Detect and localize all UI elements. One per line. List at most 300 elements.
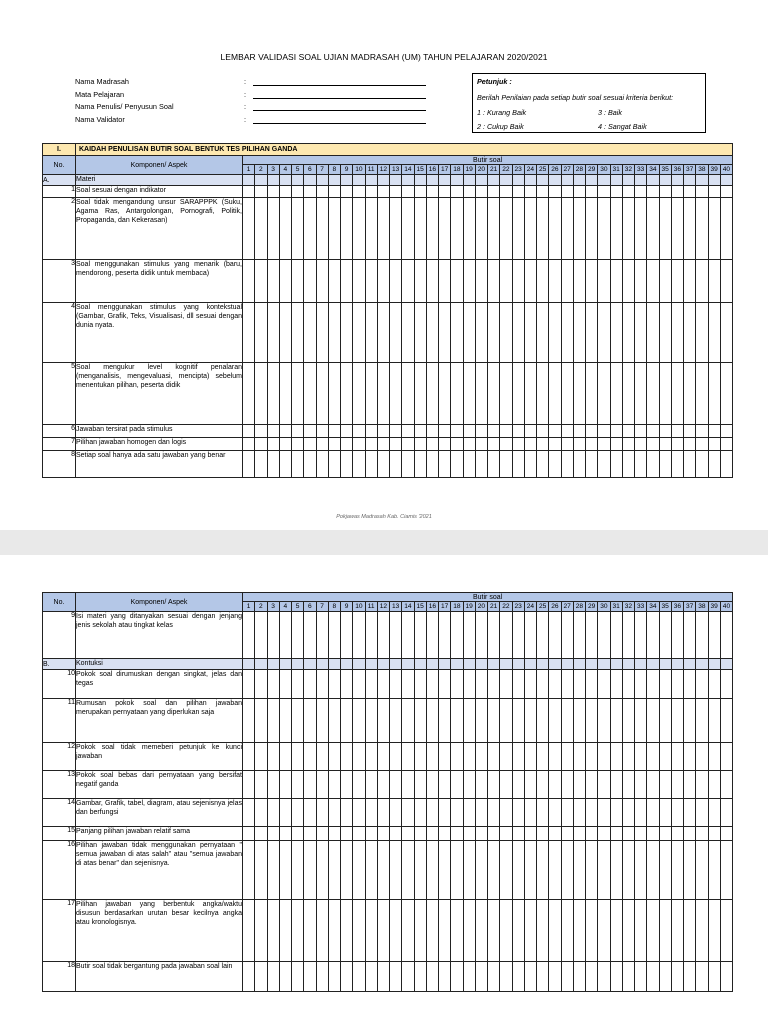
score-cell[interactable] — [573, 771, 585, 799]
score-cell[interactable] — [610, 799, 622, 827]
score-cell[interactable] — [512, 799, 524, 827]
score-cell[interactable] — [328, 425, 340, 438]
score-cell[interactable] — [488, 699, 500, 743]
score-cell[interactable] — [426, 743, 438, 771]
score-cell[interactable] — [647, 425, 659, 438]
score-cell[interactable] — [500, 451, 512, 478]
score-cell[interactable] — [647, 260, 659, 303]
score-cell[interactable] — [500, 900, 512, 962]
score-cell[interactable] — [414, 451, 426, 478]
score-cell[interactable] — [573, 438, 585, 451]
score-cell[interactable] — [708, 743, 720, 771]
score-cell[interactable] — [598, 670, 610, 699]
score-cell[interactable] — [475, 670, 487, 699]
score-cell[interactable] — [439, 451, 451, 478]
score-cell[interactable] — [255, 186, 267, 198]
score-cell[interactable] — [720, 771, 732, 799]
score-cell[interactable] — [243, 425, 255, 438]
score-cell[interactable] — [586, 670, 598, 699]
score-cell[interactable] — [488, 827, 500, 841]
score-cell[interactable] — [243, 260, 255, 303]
score-cell[interactable] — [328, 363, 340, 425]
score-cell[interactable] — [475, 841, 487, 900]
score-cell[interactable] — [451, 451, 463, 478]
score-cell[interactable] — [414, 771, 426, 799]
score-cell[interactable] — [696, 799, 708, 827]
score-cell[interactable] — [463, 900, 475, 962]
score-cell[interactable] — [292, 699, 304, 743]
score-cell[interactable] — [377, 186, 389, 198]
score-cell[interactable] — [537, 841, 549, 900]
score-cell[interactable] — [353, 841, 365, 900]
score-cell[interactable] — [659, 670, 671, 699]
score-cell[interactable] — [488, 438, 500, 451]
score-cell[interactable] — [316, 743, 328, 771]
score-cell[interactable] — [316, 438, 328, 451]
score-cell[interactable] — [451, 827, 463, 841]
score-cell[interactable] — [463, 699, 475, 743]
score-cell[interactable] — [451, 962, 463, 992]
score-cell[interactable] — [524, 771, 536, 799]
score-cell[interactable] — [647, 743, 659, 771]
score-cell[interactable] — [524, 198, 536, 260]
score-cell[interactable] — [586, 186, 598, 198]
score-cell[interactable] — [463, 841, 475, 900]
score-cell[interactable] — [426, 612, 438, 659]
score-cell[interactable] — [573, 799, 585, 827]
score-cell[interactable] — [610, 438, 622, 451]
score-cell[interactable] — [267, 186, 279, 198]
score-cell[interactable] — [598, 303, 610, 363]
score-cell[interactable] — [573, 186, 585, 198]
score-cell[interactable] — [659, 699, 671, 743]
score-cell[interactable] — [537, 198, 549, 260]
score-cell[interactable] — [500, 827, 512, 841]
score-cell[interactable] — [696, 841, 708, 900]
score-cell[interactable] — [586, 303, 598, 363]
score-cell[interactable] — [684, 425, 696, 438]
score-cell[interactable] — [659, 827, 671, 841]
score-cell[interactable] — [304, 699, 316, 743]
score-cell[interactable] — [610, 186, 622, 198]
score-cell[interactable] — [635, 962, 647, 992]
score-cell[interactable] — [720, 363, 732, 425]
score-cell[interactable] — [292, 186, 304, 198]
score-cell[interactable] — [341, 799, 353, 827]
score-cell[interactable] — [402, 743, 414, 771]
score-cell[interactable] — [708, 771, 720, 799]
score-cell[interactable] — [488, 771, 500, 799]
score-cell[interactable] — [365, 900, 377, 962]
score-cell[interactable] — [488, 260, 500, 303]
score-cell[interactable] — [426, 438, 438, 451]
score-cell[interactable] — [341, 900, 353, 962]
score-cell[interactable] — [537, 699, 549, 743]
score-cell[interactable] — [475, 962, 487, 992]
score-cell[interactable] — [304, 425, 316, 438]
score-cell[interactable] — [647, 438, 659, 451]
score-cell[interactable] — [341, 186, 353, 198]
score-cell[interactable] — [537, 900, 549, 962]
score-cell[interactable] — [561, 670, 573, 699]
score-cell[interactable] — [292, 799, 304, 827]
score-cell[interactable] — [463, 827, 475, 841]
score-cell[interactable] — [439, 363, 451, 425]
score-cell[interactable] — [390, 799, 402, 827]
score-cell[interactable] — [390, 303, 402, 363]
score-cell[interactable] — [684, 451, 696, 478]
score-cell[interactable] — [402, 438, 414, 451]
score-cell[interactable] — [671, 771, 683, 799]
score-cell[interactable] — [622, 799, 634, 827]
score-cell[interactable] — [341, 670, 353, 699]
score-cell[interactable] — [671, 186, 683, 198]
score-cell[interactable] — [402, 363, 414, 425]
score-cell[interactable] — [414, 438, 426, 451]
score-cell[interactable] — [622, 841, 634, 900]
score-cell[interactable] — [402, 799, 414, 827]
score-cell[interactable] — [549, 186, 561, 198]
score-cell[interactable] — [586, 841, 598, 900]
score-cell[interactable] — [390, 438, 402, 451]
score-cell[interactable] — [402, 186, 414, 198]
score-cell[interactable] — [426, 198, 438, 260]
score-cell[interactable] — [426, 363, 438, 425]
score-cell[interactable] — [414, 799, 426, 827]
score-cell[interactable] — [524, 186, 536, 198]
score-cell[interactable] — [512, 670, 524, 699]
score-cell[interactable] — [365, 670, 377, 699]
score-cell[interactable] — [390, 425, 402, 438]
score-cell[interactable] — [414, 186, 426, 198]
score-cell[interactable] — [720, 186, 732, 198]
score-cell[interactable] — [659, 900, 671, 962]
score-cell[interactable] — [488, 612, 500, 659]
score-cell[interactable] — [353, 743, 365, 771]
score-cell[interactable] — [488, 451, 500, 478]
score-cell[interactable] — [292, 425, 304, 438]
score-cell[interactable] — [341, 260, 353, 303]
score-cell[interactable] — [561, 900, 573, 962]
score-cell[interactable] — [684, 962, 696, 992]
score-cell[interactable] — [377, 962, 389, 992]
score-cell[interactable] — [279, 743, 291, 771]
score-cell[interactable] — [365, 260, 377, 303]
score-cell[interactable] — [451, 260, 463, 303]
score-cell[interactable] — [500, 198, 512, 260]
score-cell[interactable] — [524, 260, 536, 303]
score-cell[interactable] — [390, 771, 402, 799]
score-cell[interactable] — [684, 699, 696, 743]
score-cell[interactable] — [708, 900, 720, 962]
score-cell[interactable] — [255, 799, 267, 827]
score-cell[interactable] — [353, 670, 365, 699]
score-cell[interactable] — [292, 670, 304, 699]
score-cell[interactable] — [647, 699, 659, 743]
score-cell[interactable] — [463, 670, 475, 699]
score-cell[interactable] — [463, 438, 475, 451]
score-cell[interactable] — [720, 612, 732, 659]
score-cell[interactable] — [561, 438, 573, 451]
score-cell[interactable] — [304, 841, 316, 900]
score-cell[interactable] — [255, 900, 267, 962]
score-cell[interactable] — [390, 260, 402, 303]
score-cell[interactable] — [610, 425, 622, 438]
score-cell[interactable] — [316, 198, 328, 260]
score-cell[interactable] — [292, 841, 304, 900]
score-cell[interactable] — [365, 699, 377, 743]
score-cell[interactable] — [671, 743, 683, 771]
score-cell[interactable] — [341, 699, 353, 743]
score-cell[interactable] — [377, 827, 389, 841]
score-cell[interactable] — [500, 962, 512, 992]
score-cell[interactable] — [573, 198, 585, 260]
score-cell[interactable] — [316, 425, 328, 438]
score-cell[interactable] — [586, 198, 598, 260]
score-cell[interactable] — [586, 612, 598, 659]
score-cell[interactable] — [414, 363, 426, 425]
score-cell[interactable] — [622, 900, 634, 962]
validator-input-line[interactable] — [253, 123, 426, 124]
score-cell[interactable] — [512, 900, 524, 962]
score-cell[interactable] — [255, 771, 267, 799]
score-cell[interactable] — [475, 900, 487, 962]
score-cell[interactable] — [573, 612, 585, 659]
score-cell[interactable] — [512, 962, 524, 992]
score-cell[interactable] — [267, 699, 279, 743]
score-cell[interactable] — [671, 827, 683, 841]
score-cell[interactable] — [341, 743, 353, 771]
score-cell[interactable] — [390, 841, 402, 900]
score-cell[interactable] — [696, 900, 708, 962]
score-cell[interactable] — [512, 699, 524, 743]
score-cell[interactable] — [610, 363, 622, 425]
score-cell[interactable] — [353, 827, 365, 841]
score-cell[interactable] — [512, 363, 524, 425]
score-cell[interactable] — [267, 743, 279, 771]
score-cell[interactable] — [255, 670, 267, 699]
score-cell[interactable] — [659, 841, 671, 900]
score-cell[interactable] — [292, 962, 304, 992]
score-cell[interactable] — [659, 438, 671, 451]
score-cell[interactable] — [292, 771, 304, 799]
score-cell[interactable] — [292, 827, 304, 841]
score-cell[interactable] — [267, 303, 279, 363]
score-cell[interactable] — [647, 186, 659, 198]
score-cell[interactable] — [292, 303, 304, 363]
score-cell[interactable] — [451, 699, 463, 743]
score-cell[interactable] — [377, 425, 389, 438]
score-cell[interactable] — [561, 425, 573, 438]
score-cell[interactable] — [598, 699, 610, 743]
score-cell[interactable] — [708, 841, 720, 900]
score-cell[interactable] — [341, 827, 353, 841]
score-cell[interactable] — [402, 900, 414, 962]
score-cell[interactable] — [500, 799, 512, 827]
score-cell[interactable] — [708, 612, 720, 659]
score-cell[interactable] — [402, 303, 414, 363]
score-cell[interactable] — [635, 612, 647, 659]
score-cell[interactable] — [647, 827, 659, 841]
score-cell[interactable] — [390, 827, 402, 841]
score-cell[interactable] — [304, 303, 316, 363]
score-cell[interactable] — [537, 363, 549, 425]
score-cell[interactable] — [426, 799, 438, 827]
score-cell[interactable] — [696, 699, 708, 743]
score-cell[interactable] — [316, 363, 328, 425]
score-cell[interactable] — [377, 743, 389, 771]
score-cell[interactable] — [622, 451, 634, 478]
score-cell[interactable] — [524, 743, 536, 771]
score-cell[interactable] — [671, 198, 683, 260]
score-cell[interactable] — [684, 670, 696, 699]
score-cell[interactable] — [598, 612, 610, 659]
score-cell[interactable] — [255, 699, 267, 743]
score-cell[interactable] — [243, 827, 255, 841]
score-cell[interactable] — [586, 699, 598, 743]
score-cell[interactable] — [720, 451, 732, 478]
score-cell[interactable] — [365, 451, 377, 478]
score-cell[interactable] — [439, 303, 451, 363]
score-cell[interactable] — [720, 260, 732, 303]
score-cell[interactable] — [610, 699, 622, 743]
score-cell[interactable] — [451, 771, 463, 799]
score-cell[interactable] — [255, 198, 267, 260]
score-cell[interactable] — [549, 612, 561, 659]
madrasah-input-line[interactable] — [253, 85, 426, 86]
score-cell[interactable] — [304, 612, 316, 659]
score-cell[interactable] — [622, 699, 634, 743]
score-cell[interactable] — [696, 771, 708, 799]
score-cell[interactable] — [316, 612, 328, 659]
score-cell[interactable] — [537, 612, 549, 659]
score-cell[interactable] — [304, 260, 316, 303]
score-cell[interactable] — [671, 900, 683, 962]
score-cell[interactable] — [647, 900, 659, 962]
score-cell[interactable] — [451, 670, 463, 699]
score-cell[interactable] — [647, 962, 659, 992]
score-cell[interactable] — [341, 425, 353, 438]
score-cell[interactable] — [341, 451, 353, 478]
score-cell[interactable] — [267, 962, 279, 992]
score-cell[interactable] — [451, 425, 463, 438]
score-cell[interactable] — [439, 827, 451, 841]
score-cell[interactable] — [426, 186, 438, 198]
score-cell[interactable] — [451, 363, 463, 425]
score-cell[interactable] — [720, 743, 732, 771]
score-cell[interactable] — [341, 303, 353, 363]
score-cell[interactable] — [598, 743, 610, 771]
score-cell[interactable] — [353, 303, 365, 363]
score-cell[interactable] — [696, 198, 708, 260]
score-cell[interactable] — [671, 962, 683, 992]
score-cell[interactable] — [512, 438, 524, 451]
score-cell[interactable] — [279, 451, 291, 478]
score-cell[interactable] — [365, 186, 377, 198]
score-cell[interactable] — [500, 425, 512, 438]
score-cell[interactable] — [573, 900, 585, 962]
score-cell[interactable] — [439, 438, 451, 451]
score-cell[interactable] — [402, 827, 414, 841]
score-cell[interactable] — [524, 900, 536, 962]
score-cell[interactable] — [316, 962, 328, 992]
score-cell[interactable] — [439, 743, 451, 771]
score-cell[interactable] — [549, 900, 561, 962]
score-cell[interactable] — [635, 363, 647, 425]
score-cell[interactable] — [353, 900, 365, 962]
score-cell[interactable] — [451, 743, 463, 771]
score-cell[interactable] — [255, 962, 267, 992]
score-cell[interactable] — [475, 827, 487, 841]
score-cell[interactable] — [537, 827, 549, 841]
score-cell[interactable] — [328, 303, 340, 363]
score-cell[interactable] — [328, 900, 340, 962]
score-cell[interactable] — [377, 438, 389, 451]
score-cell[interactable] — [598, 438, 610, 451]
score-cell[interactable] — [659, 198, 671, 260]
score-cell[interactable] — [512, 771, 524, 799]
score-cell[interactable] — [635, 198, 647, 260]
score-cell[interactable] — [328, 260, 340, 303]
score-cell[interactable] — [267, 900, 279, 962]
score-cell[interactable] — [426, 303, 438, 363]
score-cell[interactable] — [720, 799, 732, 827]
score-cell[interactable] — [561, 962, 573, 992]
score-cell[interactable] — [684, 900, 696, 962]
score-cell[interactable] — [243, 799, 255, 827]
score-cell[interactable] — [647, 612, 659, 659]
score-cell[interactable] — [365, 841, 377, 900]
score-cell[interactable] — [512, 425, 524, 438]
score-cell[interactable] — [622, 363, 634, 425]
score-cell[interactable] — [573, 425, 585, 438]
score-cell[interactable] — [586, 260, 598, 303]
score-cell[interactable] — [475, 363, 487, 425]
score-cell[interactable] — [292, 612, 304, 659]
score-cell[interactable] — [267, 260, 279, 303]
score-cell[interactable] — [635, 186, 647, 198]
score-cell[interactable] — [243, 186, 255, 198]
score-cell[interactable] — [720, 438, 732, 451]
score-cell[interactable] — [243, 363, 255, 425]
score-cell[interactable] — [267, 451, 279, 478]
score-cell[interactable] — [463, 799, 475, 827]
score-cell[interactable] — [279, 438, 291, 451]
score-cell[interactable] — [304, 363, 316, 425]
score-cell[interactable] — [696, 670, 708, 699]
score-cell[interactable] — [488, 198, 500, 260]
score-cell[interactable] — [451, 841, 463, 900]
score-cell[interactable] — [414, 303, 426, 363]
score-cell[interactable] — [267, 198, 279, 260]
score-cell[interactable] — [377, 670, 389, 699]
score-cell[interactable] — [390, 670, 402, 699]
score-cell[interactable] — [610, 260, 622, 303]
score-cell[interactable] — [390, 699, 402, 743]
score-cell[interactable] — [426, 260, 438, 303]
score-cell[interactable] — [255, 451, 267, 478]
score-cell[interactable] — [647, 670, 659, 699]
score-cell[interactable] — [475, 743, 487, 771]
score-cell[interactable] — [659, 771, 671, 799]
score-cell[interactable] — [537, 670, 549, 699]
score-cell[interactable] — [353, 451, 365, 478]
score-cell[interactable] — [537, 962, 549, 992]
score-cell[interactable] — [610, 612, 622, 659]
score-cell[interactable] — [439, 198, 451, 260]
score-cell[interactable] — [414, 841, 426, 900]
score-cell[interactable] — [635, 260, 647, 303]
